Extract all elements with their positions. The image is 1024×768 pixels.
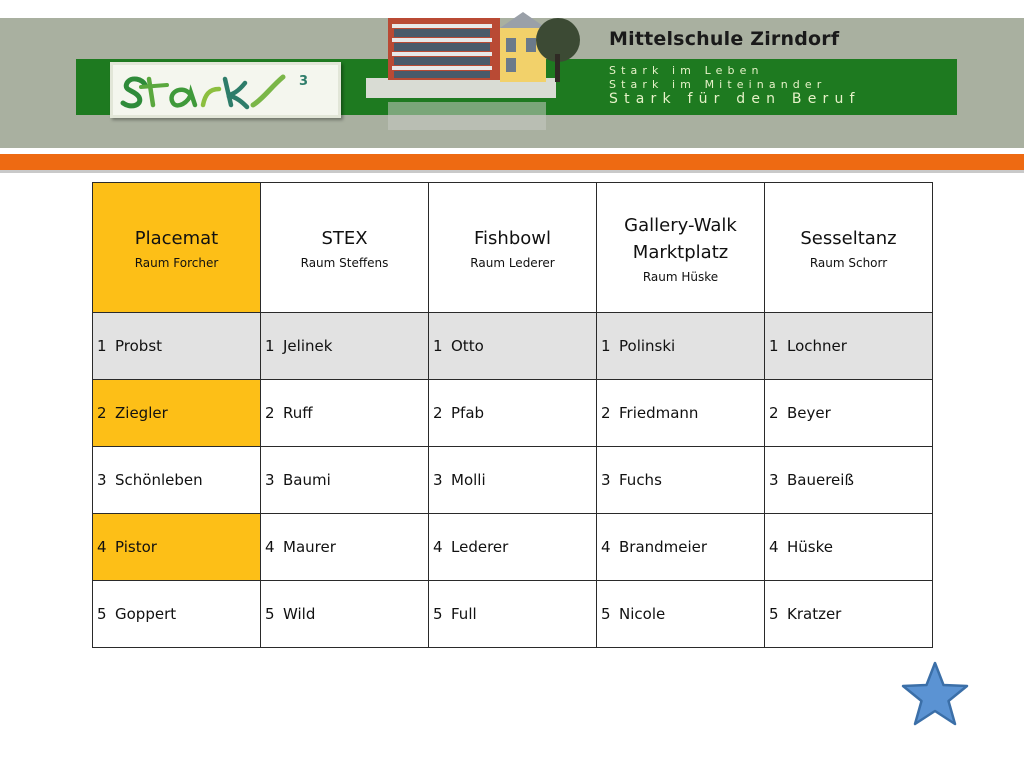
column-title-line-2: Marktplatz xyxy=(632,241,729,263)
table-cell xyxy=(93,380,261,447)
cell-number: 3 xyxy=(433,471,443,489)
slogan-line-3: Stark für den Beruf xyxy=(609,91,861,107)
table-cell xyxy=(597,447,765,514)
cell-number: 1 xyxy=(769,337,779,355)
cell-name: Full xyxy=(451,605,477,623)
table-cell xyxy=(429,581,597,648)
cell-name: Polinski xyxy=(619,337,676,355)
cell-name: Nicole xyxy=(619,605,666,623)
cell-number: 2 xyxy=(601,404,611,422)
cell-number: 1 xyxy=(265,337,275,355)
cell-name: Goppert xyxy=(115,605,177,623)
cell-number: 3 xyxy=(97,471,107,489)
table-cell xyxy=(261,581,429,648)
cell-name: Lochner xyxy=(787,337,847,355)
table-cell xyxy=(597,581,765,648)
cell-name: Probst xyxy=(115,337,163,355)
column-room: Raum Lederer xyxy=(470,256,555,270)
table-cell xyxy=(597,313,765,380)
cell-number: 5 xyxy=(769,605,779,623)
table-row xyxy=(93,313,933,380)
column-room: Raum Schorr xyxy=(809,256,888,270)
column-title: Sesseltanz xyxy=(800,228,897,249)
cell-number: 2 xyxy=(97,404,107,422)
school-name: Mittelschule Zirndorf xyxy=(609,28,840,50)
slogan-line-2: Stark im Miteinander xyxy=(609,78,827,91)
cell-name: Maurer xyxy=(283,538,336,556)
cell-number: 5 xyxy=(433,605,443,623)
table-cell xyxy=(765,313,933,380)
cell-name: Fuchs xyxy=(619,471,662,489)
table-row xyxy=(93,447,933,514)
cell-name: Pfab xyxy=(451,404,485,422)
table-row xyxy=(93,581,933,648)
cell-name: Kratzer xyxy=(787,605,842,623)
cell-name: Molli xyxy=(451,471,486,489)
table-row xyxy=(93,380,933,447)
cell-number: 2 xyxy=(265,404,275,422)
cell-number: 4 xyxy=(97,538,107,556)
logo-superscript: 3 xyxy=(299,74,309,89)
cell-name: Ziegler xyxy=(115,404,168,422)
table-cell xyxy=(93,447,261,514)
column-header-stex xyxy=(261,183,429,313)
cell-number: 4 xyxy=(601,538,611,556)
cell-number: 3 xyxy=(601,471,611,489)
column-title: STEX xyxy=(321,228,368,249)
table-cell xyxy=(93,581,261,648)
cell-name: Hüske xyxy=(787,538,833,556)
cell-name: Beyer xyxy=(787,404,831,422)
column-header-gallery-walk xyxy=(597,183,765,313)
cell-number: 3 xyxy=(265,471,275,489)
cell-name: Otto xyxy=(451,337,484,355)
stark-logo xyxy=(110,62,341,118)
column-room: Raum Hüske xyxy=(642,269,719,284)
star-button[interactable] xyxy=(900,660,970,728)
table-cell xyxy=(429,380,597,447)
table-cell xyxy=(765,380,933,447)
cell-number: 2 xyxy=(769,404,779,422)
cell-name: Ruff xyxy=(283,404,313,422)
cell-number: 3 xyxy=(769,471,779,489)
table-cell xyxy=(765,581,933,648)
table-cell xyxy=(261,380,429,447)
cell-name: Brandmeier xyxy=(619,538,708,556)
table-cell xyxy=(765,447,933,514)
slogan-line-1: Stark im Leben xyxy=(609,64,764,77)
cell-name: Bauereiß xyxy=(787,471,854,489)
table-cell xyxy=(261,313,429,380)
column-title: Fishbowl xyxy=(474,228,551,249)
cell-number: 5 xyxy=(97,605,107,623)
school-building-icon xyxy=(366,4,582,132)
column-room: Raum Forcher xyxy=(134,256,219,270)
cell-name: Jelinek xyxy=(283,337,333,355)
cell-number: 5 xyxy=(265,605,275,623)
table-cell xyxy=(429,447,597,514)
group-assignment-table xyxy=(92,182,933,648)
table-header-row xyxy=(93,183,933,313)
star-icon xyxy=(900,660,970,728)
school-building-image xyxy=(366,4,582,132)
table-cell xyxy=(597,380,765,447)
column-title: Placemat xyxy=(134,228,219,249)
table-cell xyxy=(261,514,429,581)
table-row xyxy=(93,514,933,581)
cell-number: 4 xyxy=(433,538,443,556)
column-header-sesseltanz xyxy=(765,183,933,313)
cell-name: Friedmann xyxy=(619,404,699,422)
cell-number: 1 xyxy=(97,337,107,355)
table-cell xyxy=(93,313,261,380)
cell-number: 1 xyxy=(601,337,611,355)
table-cell xyxy=(93,514,261,581)
table-cell xyxy=(261,447,429,514)
table-cell xyxy=(429,313,597,380)
cell-name: Lederer xyxy=(451,538,509,556)
cell-name: Pistor xyxy=(115,538,157,556)
table-cell xyxy=(597,514,765,581)
cell-number: 1 xyxy=(433,337,443,355)
cell-number: 2 xyxy=(433,404,443,422)
column-room: Raum Steffens xyxy=(300,256,389,270)
column-header-fishbowl xyxy=(429,183,597,313)
cell-name: Wild xyxy=(283,605,316,623)
table-cell xyxy=(429,514,597,581)
column-title: Gallery-Walk xyxy=(624,214,737,236)
cell-number: 5 xyxy=(601,605,611,623)
stark-logo-icon xyxy=(113,65,338,115)
table-cell xyxy=(765,514,933,581)
orange-divider xyxy=(0,154,1024,170)
cell-number: 4 xyxy=(265,538,275,556)
cell-name: Schönleben xyxy=(115,471,203,489)
column-header-placemat xyxy=(93,183,261,313)
cell-number: 4 xyxy=(769,538,779,556)
cell-name: Baumi xyxy=(283,471,331,489)
